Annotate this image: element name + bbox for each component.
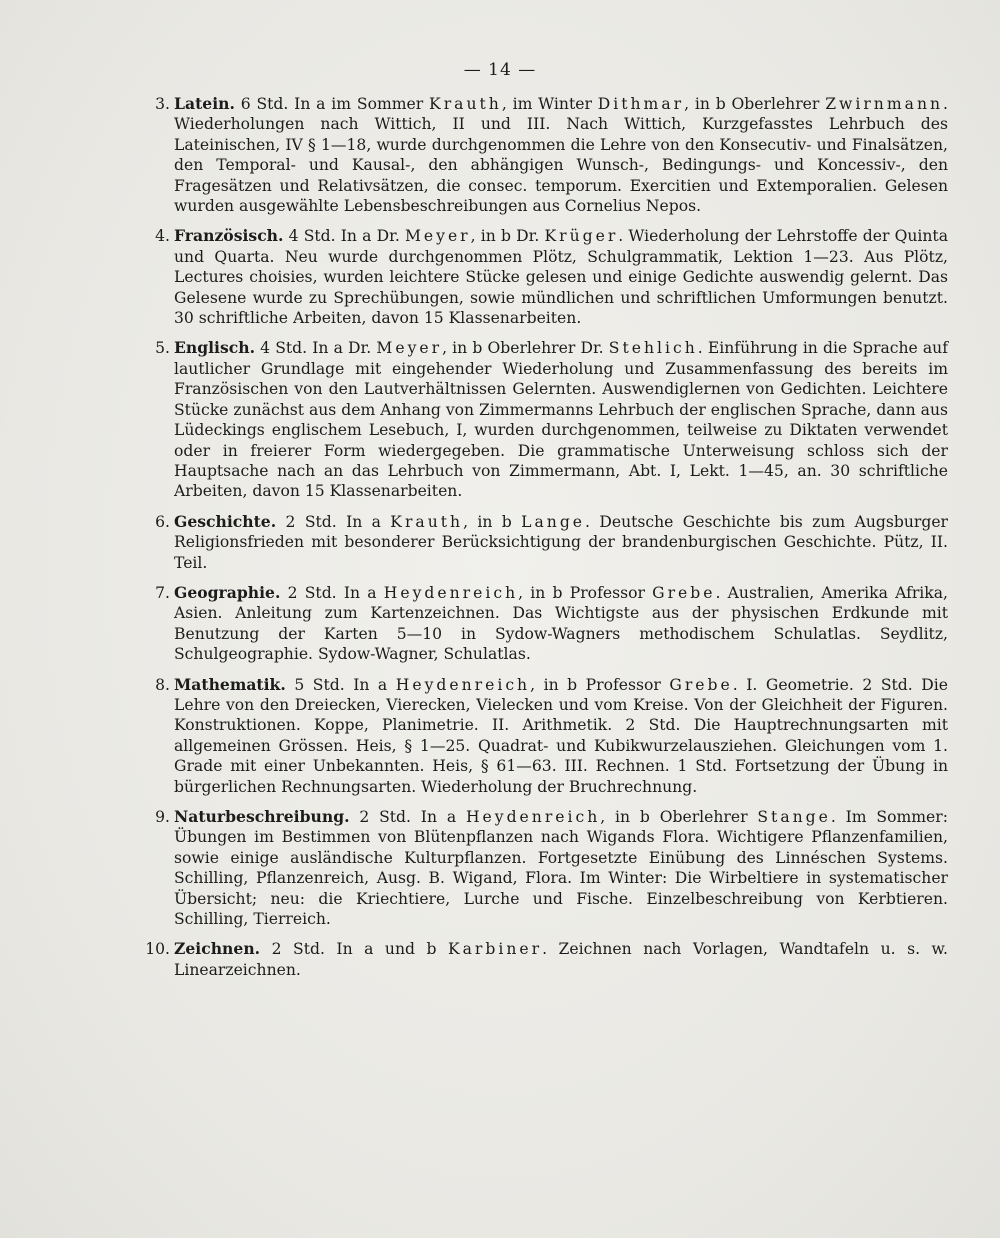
teacher-name: Heydenreich bbox=[383, 583, 519, 602]
curriculum-entry bbox=[140, 807, 948, 929]
entry-text bbox=[174, 807, 948, 929]
entry-text-segment: . Zeichnen nach Vorlagen, Wandtafeln u. s. w. Linearzeichnen. bbox=[174, 940, 948, 979]
teacher-name: Meyer bbox=[404, 227, 471, 246]
entry-number: 3. bbox=[155, 95, 170, 113]
entry-text-segment: . Deutsche Geschichte bis zum Augsburger Religionsfrieden mit besonderer Berücksichtigung der brandenburgischen Geschichte. Pütz, II. Teil. bbox=[174, 512, 949, 572]
teacher-name: Dithmar bbox=[597, 95, 685, 113]
entry-text bbox=[174, 94, 948, 216]
entry-text bbox=[174, 512, 948, 573]
entry-text bbox=[174, 226, 948, 328]
entry-text-segment: 2 Std. In a bbox=[280, 583, 384, 602]
subject-heading: Latein. bbox=[174, 94, 235, 113]
entry-text-segment: , in b Oberlehrer Dr. bbox=[442, 339, 609, 358]
entry-text-segment: . Australien, Amerika Afrika, Asien. Anleitung zum Kartenzeichnen. Das Wichtigste aus der physischen Erdkunde mit Benutzung der Karten 5—10 in Sydow-Wagners methodischem Schulatlas. Seydlitz, Schulgeographie. Sydow-Wagner, Schulatlas. bbox=[174, 583, 948, 664]
subject-heading: Geographie. bbox=[174, 582, 281, 602]
entry-text-segment: . Wiederholungen nach Wittich, II und III. Nach Wittich, Kurzgefasstes Lehrbuch des Lateinischen, IV § 1—18, wurde durchgenommen die Lehre von den Konsecutiv- und Finalsätzen, den Temporal- und Kausal-, den abhängigen Wunsch-, Bedingungs- und Koncessiv-, den Fragesätzen und Relativsätzen, die consec. temporum. Exercitien und Extemporalien. Gelesen wurden ausgewählte Lebensbeschreibungen aus Cornelius Nepos. bbox=[174, 95, 948, 216]
entry-number: 5. bbox=[155, 339, 170, 358]
curriculum-entry bbox=[140, 226, 948, 328]
entry-number: 8. bbox=[155, 675, 170, 694]
entry-number: 9. bbox=[155, 808, 170, 826]
subject-heading: Englisch. bbox=[174, 338, 256, 358]
teacher-name: Grebe bbox=[669, 675, 733, 694]
entry-number: 6. bbox=[155, 512, 170, 531]
teacher-name: Stange bbox=[757, 808, 831, 826]
teacher-name: Lange bbox=[521, 512, 586, 531]
entry-text-segment: 5 Std. In a bbox=[285, 675, 396, 694]
entry-text-segment: . I. Geometrie. 2 Std. Die Lehre von den Dreiecken, Vierecken, Vielecken und vom Kreise. Von der Gleichheit der Figuren. Konstruktionen. Koppe, Planimetrie. II. Arithmetik. 2 Std. Die Hauptrechnungsarten mit allgemeinen Grössen. Heis, § 1—25. Quadrat- und Kubikwurzelausziehen. Gleichungen vom 1. Grade mit einer Unbekannten. Heis, § 61—63. III. Rechnen. 1 Std. Fortsetzung der Übung in bürgerlichen Rechnungsarten. Wiederholung der Bruchrechnung. bbox=[174, 675, 948, 796]
teacher-name: Stehlich bbox=[608, 339, 698, 358]
curriculum-entry bbox=[140, 583, 948, 665]
entry-text-segment: , im Winter bbox=[501, 95, 598, 113]
entry-text-segment: . Im Sommer: Übungen im Bestimmen von Blütenpflanzen nach Wigands Flora. Wichtigere Pflanzenfamilien, sowie einige ausländische Kulturpflanzen. Fortgesetzte Einübung des Linnéschen Systems. Schilling, Pflanzenreich, Ausg. B. Wigand, Flora. Im Winter: Die Wirbeltiere in systematischer Übersicht; neu: die Kriechtiere, Lurche und Fische. Einzelbeschreibung von Kerbtieren. Schilling, Tierreich. bbox=[174, 808, 948, 929]
teacher-name: Zwirnmann bbox=[825, 95, 944, 113]
entry-text-segment: , in b Professor bbox=[530, 675, 670, 694]
entry-text-segment: , in b Oberlehrer bbox=[684, 95, 826, 113]
entry-text bbox=[174, 583, 948, 665]
entry-number: 7. bbox=[155, 583, 170, 602]
entry-number: 4. bbox=[155, 227, 170, 246]
entry-number: 10. bbox=[145, 940, 170, 959]
teacher-name: Meyer bbox=[376, 339, 443, 358]
curriculum-entry bbox=[140, 675, 948, 797]
entry-text bbox=[174, 939, 948, 980]
teacher-name: Grebe bbox=[652, 583, 716, 602]
teacher-name: Heydenreich bbox=[395, 675, 531, 694]
teacher-name: Krüger bbox=[544, 227, 619, 246]
curriculum-list bbox=[140, 94, 948, 990]
curriculum-entry bbox=[140, 512, 948, 573]
entry-text-segment: , in b Dr. bbox=[470, 227, 545, 246]
entry-text-segment: 6 Std. In a im Sommer bbox=[234, 95, 430, 113]
entry-text bbox=[174, 675, 948, 797]
entry-text-segment: 4 Std. In a Dr. bbox=[283, 227, 405, 246]
entry-text-segment: , in b bbox=[463, 512, 522, 531]
subject-heading: Französisch. bbox=[174, 226, 284, 246]
subject-heading: Naturbeschreibung. bbox=[174, 807, 350, 826]
teacher-name: Krauth bbox=[429, 95, 502, 113]
entry-text-segment: . Einführung in die Sprache auf lautlicher Grundlage mit eingehender Wiederholung und Zusammenfassung des bereits im Französischen von den Lautverhältnissen Gelernten. Auswendiglernen von Gedichten. Leichtere Stücke zunächst aus dem Anhang von Zimmermanns Lehrbuch der englischen Sprache, dann aus Lüdeckings englischem Lesebuch, I, wurden durchgenommen, teilweise zu Diktaten verwendet oder in freierer Form wiedergegeben. Die grammatische Unterweisung schloss sich der Hauptsache nach an das Lehrbuch von Zimmermann, Abt. I, Lekt. 1—45, an. 30 schriftliche Arbeiten, davon 15 Klassenarbeiten. bbox=[174, 339, 948, 501]
subject-heading: Geschichte. bbox=[174, 511, 277, 531]
page-number: — 14 — bbox=[463, 60, 537, 80]
entry-text-segment: , in b Professor bbox=[518, 583, 653, 602]
entry-text-segment: 4 Std. In a Dr. bbox=[255, 339, 377, 358]
curriculum-entry bbox=[140, 94, 948, 216]
entry-text-segment: , in b Oberlehrer bbox=[600, 808, 758, 826]
entry-text-segment: 2 Std. In a und b bbox=[260, 940, 448, 959]
subject-heading: Zeichnen. bbox=[174, 939, 261, 959]
curriculum-entry bbox=[140, 338, 948, 501]
entry-text bbox=[174, 338, 948, 501]
teacher-name: Heydenreich bbox=[465, 808, 601, 826]
subject-heading: Mathematik. bbox=[174, 674, 286, 694]
curriculum-entry bbox=[140, 939, 948, 980]
teacher-name: Krauth bbox=[390, 512, 464, 531]
entry-text-segment: 2 Std. In a bbox=[349, 808, 466, 826]
entry-text-segment: . Wiederholung der Lehrstoffe der Quinta und Quarta. Neu wurde durchgenommen Plötz, Schulgrammatik, Lektion 1—23. Aus Plötz, Lectures choisies, wurden leichtere Stücke gelesen und einige Gedichte auswendig gelernt. Das Gelesene wurde zu Sprechübungen, sowie mündlichen und schriftlichen Umformungen benutzt. 30 schriftliche Arbeiten, davon 15 Klassenarbeiten. bbox=[174, 227, 948, 328]
teacher-name: Karbiner bbox=[447, 940, 543, 959]
entry-text-segment: 2 Std. In a bbox=[276, 512, 391, 531]
